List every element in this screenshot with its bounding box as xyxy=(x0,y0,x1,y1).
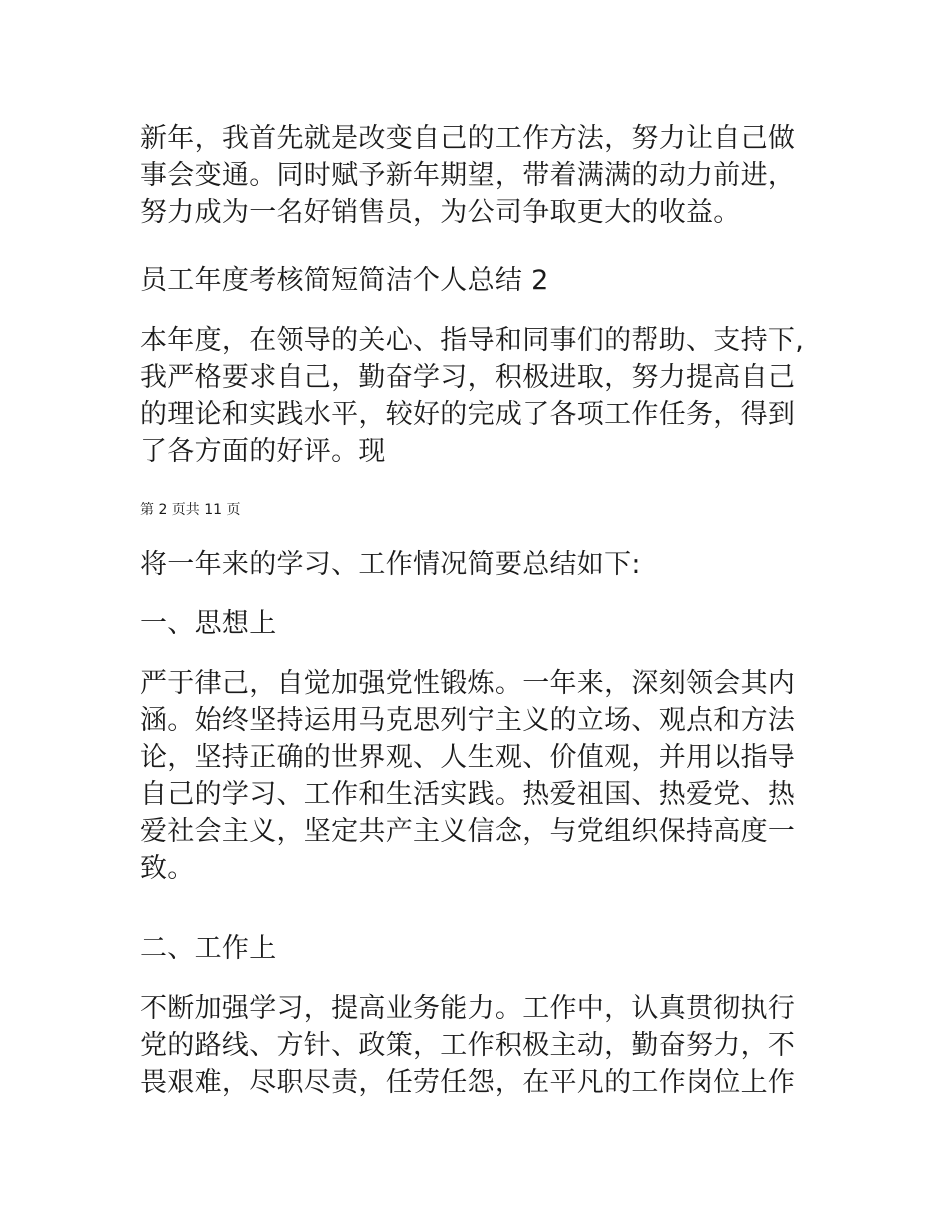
text-line: 致。 xyxy=(140,853,195,884)
text-line: 努力成为一名好销售员，为公司争取更大的收益。 xyxy=(140,197,741,228)
text-line: 新年，我首先就是改变自己的工作方法，努力让自己做 xyxy=(140,123,796,154)
section-heading-ideology xyxy=(140,605,820,642)
text-line: 论，坚持正确的世界观、人生观、价值观，并用以指导 xyxy=(140,742,796,773)
text-line: 将一年来的学习、工作情况简要总结如下: xyxy=(140,549,641,580)
paragraph-summary-lead xyxy=(140,546,820,583)
section-heading-work xyxy=(140,930,820,967)
text-line: 爱社会主义，坚定共产主义信念，与党组织保持高度一 xyxy=(140,816,796,847)
text-line: 我严格要求自己，勤奋学习，积极进取，努力提高自己 xyxy=(140,362,796,393)
text-line: 自己的学习、工作和生活实践。热爱祖国、热爱党、热 xyxy=(140,779,796,810)
paragraph-annual-intro xyxy=(140,322,820,470)
heading-text: 二、工作上 xyxy=(140,933,277,964)
section-heading-summary-2 xyxy=(140,262,820,299)
paragraph-ideology xyxy=(140,665,820,887)
text-line: 严于律己，自觉加强党性锻炼。一年来，深刻领会其内 xyxy=(140,668,796,699)
text-line: 事会变通。同时赋予新年期望，带着满满的动力前进， xyxy=(140,160,796,191)
text-line: 涵。始终坚持运用马克思列宁主义的立场、观点和方法 xyxy=(140,705,796,736)
heading-text: 一、思想上 xyxy=(140,608,277,639)
paragraph-work xyxy=(140,990,820,1101)
text-line: 畏艰难，尽职尽责，任劳任怨，在平凡的工作岗位上作 xyxy=(140,1067,796,1098)
text-line: 了各方面的好评。现 xyxy=(140,436,386,467)
paragraph-new-year-plan xyxy=(140,120,820,231)
text-line: 不断加强学习，提高业务能力。工作中，认真贯彻执行 xyxy=(140,993,796,1024)
text-line: 本年度，在领导的关心、指导和同事们的帮助、支持下, xyxy=(140,325,805,356)
text-line: 的理论和实践水平，较好的完成了各项工作任务，得到 xyxy=(140,399,796,430)
text-line: 党的路线、方针、政策，工作积极主动，勤奋努力，不 xyxy=(140,1030,796,1061)
heading-text: 员工年度考核简短简洁个人总结 2 xyxy=(140,265,549,296)
page-number-footer: 第 2 页共 11 页 xyxy=(140,502,241,518)
